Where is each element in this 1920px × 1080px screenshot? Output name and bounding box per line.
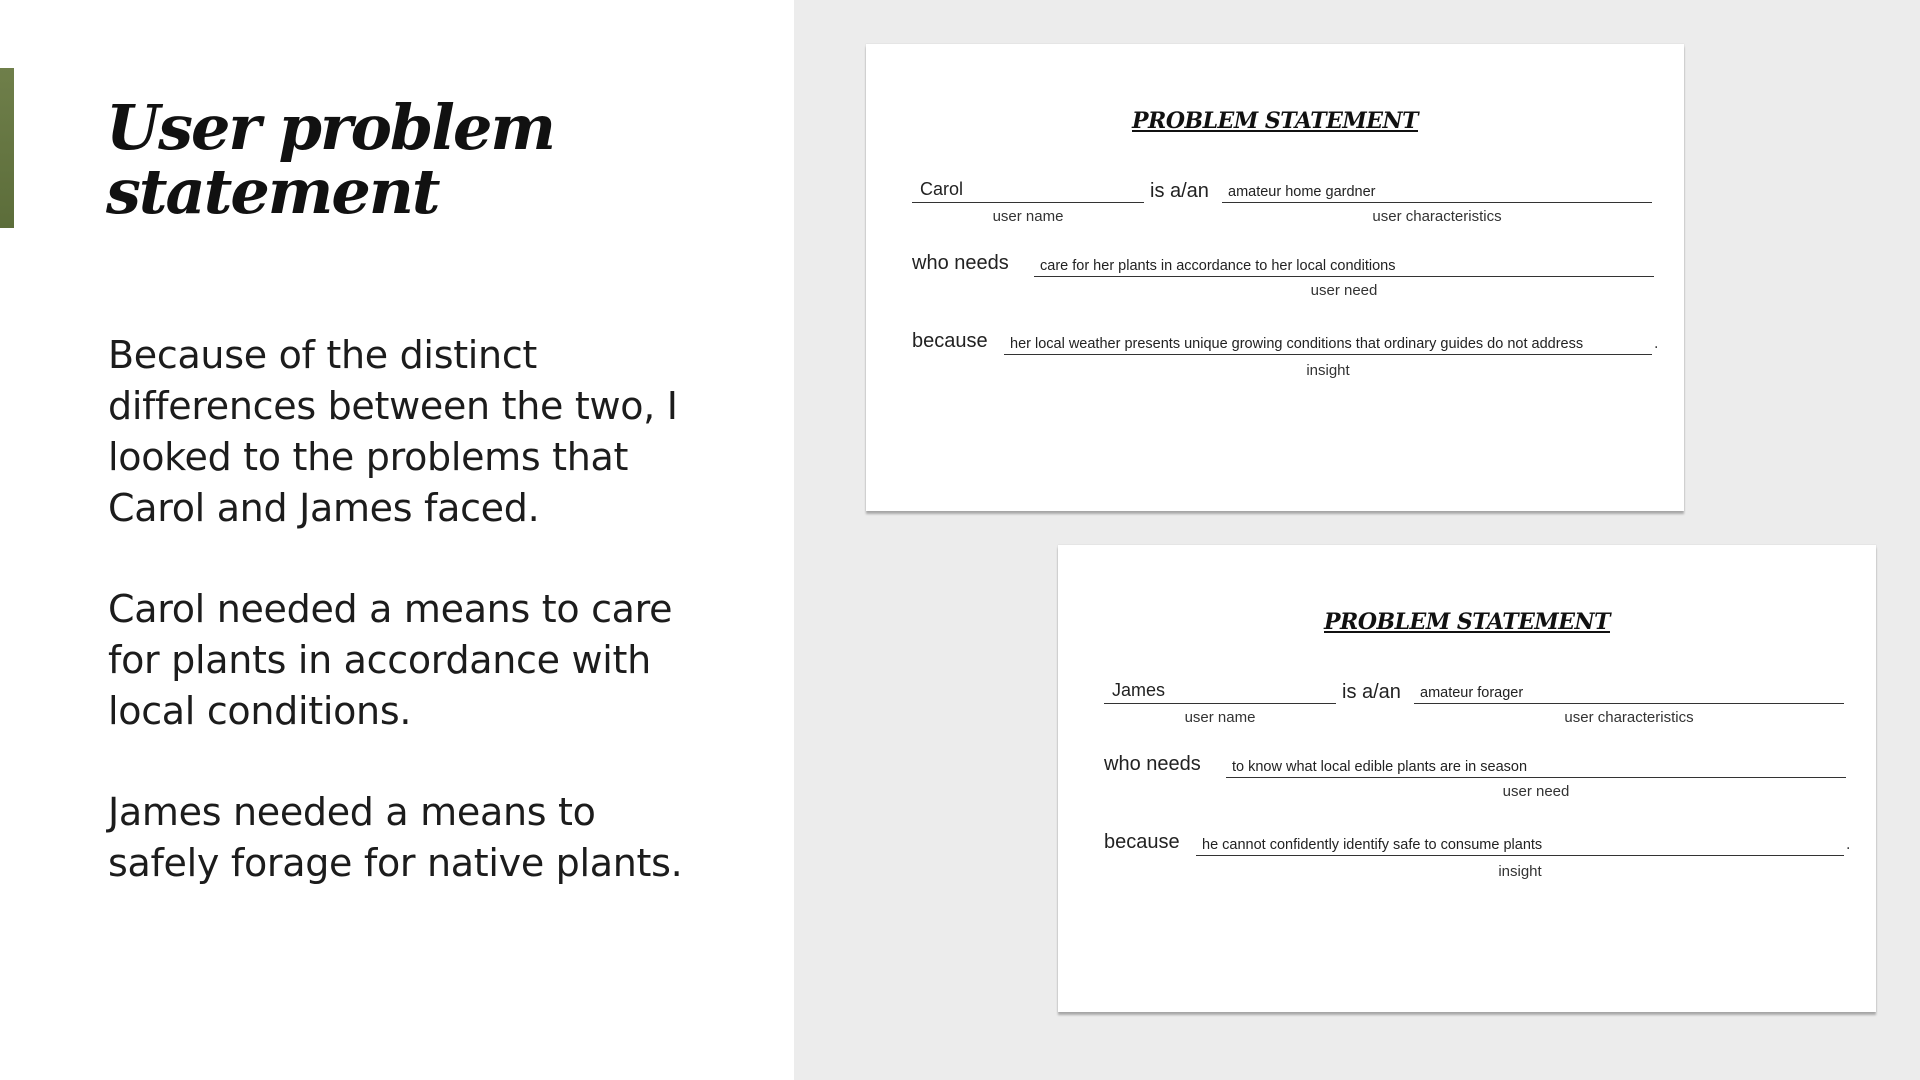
need-row — [912, 250, 1652, 310]
user-name-value: Carol — [920, 179, 964, 199]
user-need-value: care for her plants in accordance to her local conditions — [1040, 258, 1396, 274]
who-needs-label: who needs — [912, 252, 1009, 274]
user-name-line — [1104, 677, 1336, 704]
card-heading: PROBLEM STATEMENT — [1324, 609, 1610, 635]
insight-value: he cannot confidently identify safe to consume plants — [1202, 837, 1543, 853]
need-row — [1104, 751, 1844, 811]
problem-statement-card-james — [1058, 545, 1876, 1012]
because-label: because — [912, 330, 988, 352]
body-paragraph: Carol needed a means to care for plants in accordance with local conditions. — [108, 587, 673, 733]
end-period: . — [1846, 837, 1851, 853]
who-needs-label: who needs — [1104, 753, 1201, 775]
user-row — [1104, 677, 1844, 737]
caption-user-name: user name — [992, 208, 1064, 225]
caption-user-name: user name — [1184, 709, 1256, 726]
user-need-value: to know what local edible plants are in season — [1232, 759, 1528, 775]
slide-title: User problem statement — [106, 91, 554, 228]
caption-user-need: user need — [1310, 282, 1378, 299]
user-row — [912, 176, 1652, 236]
user-characteristics-line — [1222, 176, 1652, 203]
user-characteristics-value: amateur home gardner — [1228, 184, 1376, 200]
problem-statement-card-carol — [866, 44, 1684, 511]
user-characteristics-value: amateur forager — [1420, 685, 1524, 701]
caption-insight: insight — [1498, 863, 1542, 880]
caption-user-characteristics: user characteristics — [1372, 208, 1502, 225]
is-label: is a/an — [1342, 681, 1401, 703]
insight-row — [1104, 823, 1851, 883]
body-paragraph: James needed a means to safely forage for native plants. — [108, 790, 683, 885]
caption-user-need: user need — [1502, 783, 1570, 800]
user-characteristics-line — [1414, 677, 1844, 704]
insight-row — [912, 322, 1659, 382]
is-label: is a/an — [1150, 180, 1209, 202]
caption-insight: insight — [1306, 362, 1350, 379]
body-text — [108, 330, 708, 939]
user-name-line — [912, 176, 1144, 203]
body-paragraph: Because of the distinct differences between the two, I looked to the problems that Carol and James faced. — [108, 333, 678, 530]
because-label: because — [1104, 831, 1180, 853]
user-need-line — [1034, 250, 1654, 277]
end-period: . — [1654, 336, 1659, 352]
card-heading: PROBLEM STATEMENT — [1132, 108, 1418, 134]
user-name-value: James — [1112, 680, 1166, 700]
user-need-line — [1226, 751, 1846, 778]
insight-value: her local weather presents unique growing conditions that ordinary guides do not address — [1010, 336, 1584, 352]
caption-user-characteristics: user characteristics — [1564, 709, 1694, 726]
accent-bar — [0, 68, 14, 228]
insight-line — [1196, 829, 1844, 856]
insight-line — [1004, 328, 1652, 355]
